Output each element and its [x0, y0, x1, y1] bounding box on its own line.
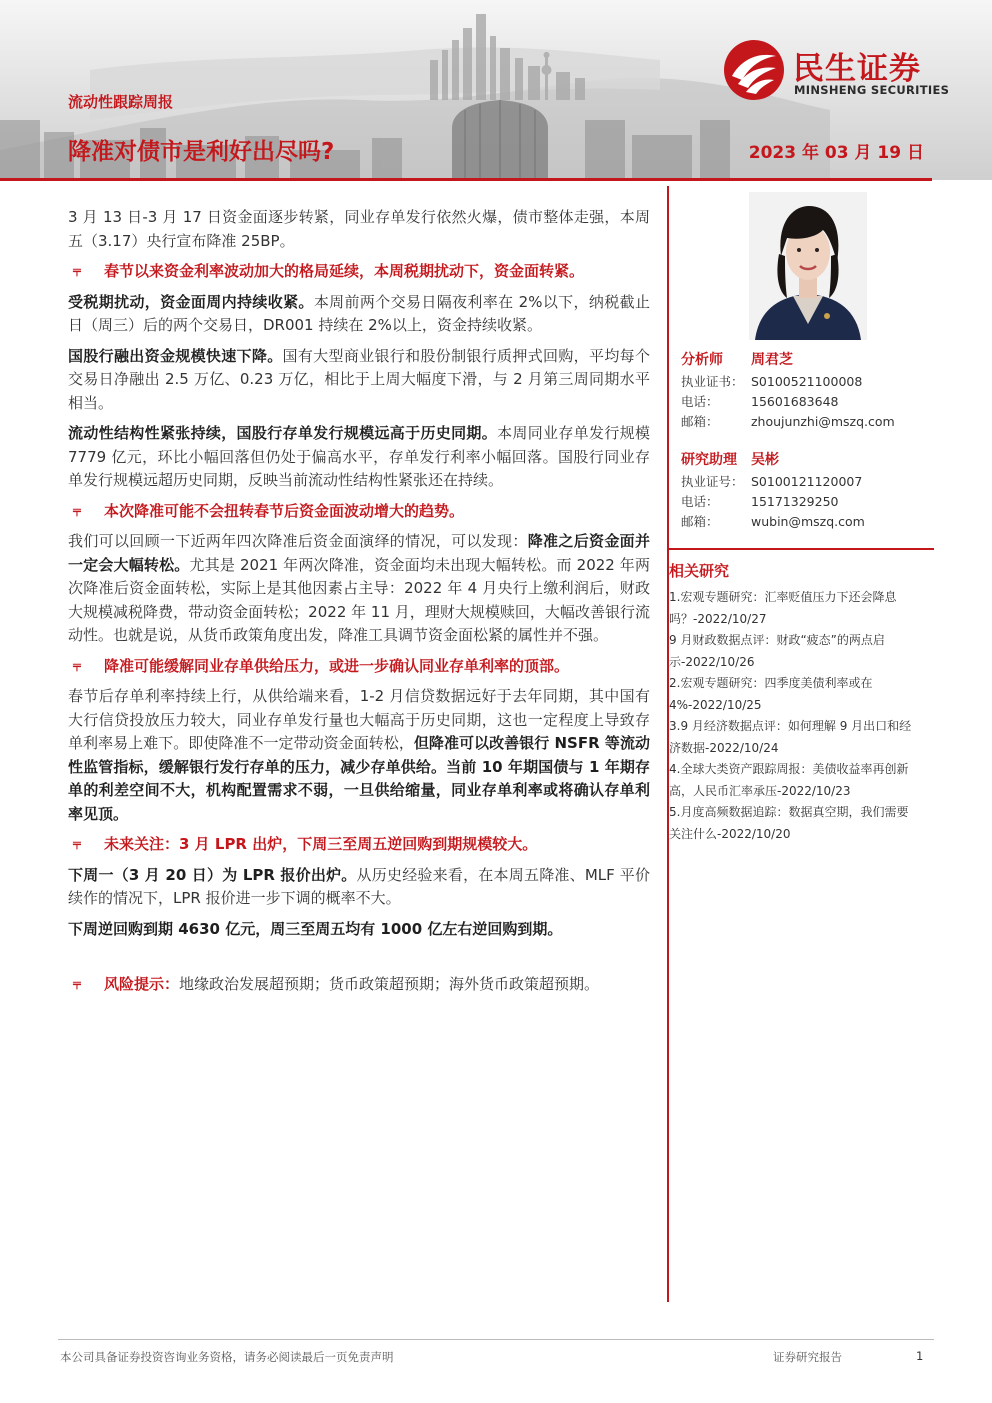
analyst-1-phone: 15601683648	[751, 394, 839, 409]
analyst-2-license-row	[681, 472, 933, 492]
analyst-1-phone-label: 电话：	[681, 394, 719, 409]
analyst-2-license: S0100121120007	[751, 474, 863, 489]
header-rule	[0, 178, 932, 181]
related-research-item[interactable]: 9 月财政数据点评：财政“疲态”的两点启示-2022/10/26	[669, 633, 885, 669]
logo-cn-text: 民生证券	[793, 51, 921, 87]
key-point-3-text: 降准可能缓解同业存单供给压力，或进一步确认同业存单利率的顶部。	[104, 656, 570, 675]
paragraph-reverse-repo-text: 下周逆回购到期 4630 亿元，周三至周五均有 1000 亿左右逆回购到期。	[68, 919, 563, 938]
key-point-2	[68, 500, 650, 524]
related-research-item[interactable]: 2.宏观专题研究：四季度美债利率或在 4%-2022/10/25	[669, 676, 873, 712]
paragraph-bank-lending	[68, 345, 650, 416]
analyst-photo	[749, 192, 867, 340]
company-logo	[722, 38, 972, 104]
related-research-list	[669, 587, 913, 845]
analyst-2-license-label: 执业证号：	[681, 474, 744, 489]
paragraph-tax-period-lead: 受税期扰动，资金面周内持续收紧。	[68, 292, 314, 311]
page-number: 1	[916, 1349, 924, 1363]
key-point-1-text: 春节以来资金利率波动加大的格局延续，本周税期扰动下，资金面转紧。	[104, 262, 585, 280]
analyst-1-license: S0100521100008	[751, 374, 863, 389]
analyst-1-email-label: 邮箱：	[681, 414, 719, 429]
analyst-card-1	[681, 350, 933, 432]
analyst-2-phone: 15171329250	[751, 494, 839, 509]
report-date: 2023 年 03 月 19 日	[748, 143, 924, 163]
intro-paragraph: 3 月 13 日-3 月 17 日资金面逐步转紧，同业存单发行依然火爆，债市整体走强，本周五（3.17）央行宣布降准 25BP。	[68, 208, 650, 250]
related-research-item[interactable]: 3.9 月经济数据点评：如何理解 9 月出口和经济数据-2022/10/24	[669, 719, 912, 755]
key-point-3	[68, 655, 650, 679]
footer-doc-type: 证券研究报告	[773, 1350, 842, 1364]
analyst-1-email-row	[681, 412, 933, 432]
key-point-4	[68, 833, 650, 857]
risk-warning-text: 地缘政治发展超预期；货币政策超预期；海外货币政策超预期。	[179, 975, 600, 993]
paragraph-lpr	[68, 864, 650, 911]
related-research-title: 相关研究	[669, 562, 730, 580]
paragraph-tax-period	[68, 291, 650, 338]
paragraph-rrr-history	[68, 530, 650, 648]
analyst-2-email-row	[681, 512, 933, 532]
paragraph-structural-tightness	[68, 422, 650, 493]
paragraph-reverse-repo	[68, 918, 650, 942]
analyst-2-role: 研究助理	[681, 452, 737, 468]
main-content	[68, 206, 650, 1004]
analyst-1-email[interactable]: zhoujunzhi@mszq.com	[751, 414, 895, 429]
chevron-right-icon: ⫧	[72, 975, 82, 993]
analyst-1-name: 周君芝	[751, 352, 793, 368]
paragraph-structural-lead: 流动性结构性紧张持续，国股行存单发行规模远高于历史同期。	[68, 424, 498, 442]
footer-rule	[58, 1339, 934, 1340]
paragraph-tax-period-body: 本周前两个交易日隔夜利率在 2%以下，纳税截止日（周三）后的两个交易日，DR001 持续在 2%以上，资金持续收紧。	[68, 292, 650, 334]
paragraph-bank-lending-lead: 国股行融出资金规模快速下降。	[68, 346, 283, 365]
paragraph-lpr-body: 从历史经验来看，在本周五降准、MLF 平价续作的情况下，LPR 报价进一步下调的概率不大。	[68, 865, 650, 907]
paragraph-structural-body: 本周同业存单发行规模 7779 亿元，环比小幅回落但仍处于偏高水平，存单发行利率小幅回落。国股行同业存单发行规模远超历史同期，反映当前流动性结构性紧张还在持续。	[68, 424, 650, 489]
risk-warning	[68, 973, 650, 997]
analyst-2-phone-label: 电话：	[681, 494, 719, 509]
related-research-item[interactable]: 1.宏观专题研究：汇率贬值压力下还会降息吗？-2022/10/27	[669, 590, 897, 626]
related-research-rule	[669, 548, 934, 550]
analyst-2-header	[681, 450, 933, 471]
chevron-right-icon: ⫧	[72, 656, 82, 675]
analyst-card-2	[681, 450, 933, 532]
paragraph-rrr-history-lead: 降准之后资金面并一定会大幅转松。	[68, 532, 650, 574]
key-point-4-text: 未来关注：3 月 LPR 出炉，下周三至周五逆回购到期规模较大。	[104, 835, 538, 853]
paragraph-lpr-lead: 下周一（3 月 20 日）为 LPR 报价出炉。	[68, 865, 357, 884]
key-point-1	[68, 260, 650, 284]
paragraph-ncd-supply-lead: 但降准可以改善银行 NSFR 等流动性监管指标，缓解银行发行存单的压力，减少存单供给。当前 10 年期国债与 1 年期存单的利差空间不大，机构配置需求不弱，一旦供给缩量，同业存单利率或将确认存单利率见顶。	[68, 734, 650, 823]
risk-warning-label: 风险提示：	[104, 975, 180, 993]
paragraph-bank-lending-body: 国有大型商业银行和股份制银行质押式回购，平均每个交易日净融出 2.5 万亿、0.23 万亿，相比于上周大幅度下滑，与 2 月第三周同期水平相当。	[68, 346, 650, 412]
logo-en-text: MINSHENG SECURITIES	[794, 83, 950, 97]
related-research-item[interactable]: 5.月度高频数据追踪：数据真空期，我们需要关注什么-2022/10/20	[669, 805, 909, 841]
paragraph-ncd-supply	[68, 685, 650, 826]
analyst-2-phone-row	[681, 492, 933, 512]
analyst-1-header	[681, 350, 933, 371]
analyst-2-name: 吴彬	[751, 452, 779, 468]
footer-disclaimer: 本公司具备证券投资咨询业务资格，请务必阅读最后一页免责声明	[60, 1350, 394, 1364]
chevron-right-icon: ⫧	[72, 501, 82, 520]
minsheng-logo-icon	[722, 38, 786, 102]
analyst-1-license-row	[681, 372, 933, 392]
report-title: 降准对债市是利好出尽吗?	[68, 139, 335, 165]
analyst-2-email-label: 邮箱：	[681, 514, 719, 529]
key-point-2-text: 本次降准可能不会扭转春节后资金面波动增大的趋势。	[104, 501, 465, 520]
analyst-2-email[interactable]: wubin@mszq.com	[751, 514, 865, 529]
chevron-right-icon: ⫧	[72, 835, 82, 853]
report-type: 流动性跟踪周报	[68, 93, 174, 111]
analyst-1-role: 分析师	[681, 352, 723, 368]
paragraph-ncd-supply-body: 春节后存单利率持续上行，从供给端来看，1-2 月信贷数据远好于去年同期，其中国有大行信贷投放压力较大，同业存单发行量也大幅高于历史同期，这也一定程度上导致存单利率易上难下。即使降准不一定带动资金面转松，	[68, 687, 650, 752]
analyst-1-phone-row	[681, 392, 933, 412]
paragraph-rrr-history-body: 尤其是 2021 年两次降准，资金面均未出现大幅转松。而 2022 年两次降准后资金面转松，实际上是其他因素占主导：2022 年 4 月央行上缴利润后，财政大规模减税降费，带动资金面转松；2022 年 11 月，理财大规模赎回，大幅改善银行流动性。也就是说，从货币政策角度出发，降准工具调节资金面松紧的属性并不强。	[68, 555, 650, 644]
analyst-1-license-label: 执业证书：	[681, 374, 744, 389]
related-research-item[interactable]: 4.全球大类资产跟踪周报：美债收益率再创新高，人民币汇率承压-2022/10/23	[669, 762, 909, 798]
chevron-right-icon: ⫧	[72, 262, 82, 280]
paragraph-rrr-history-intro: 我们可以回顾一下近两年四次降准后资金面演绎的情况，可以发现：	[68, 532, 528, 550]
analyst-portrait-image	[749, 192, 867, 340]
